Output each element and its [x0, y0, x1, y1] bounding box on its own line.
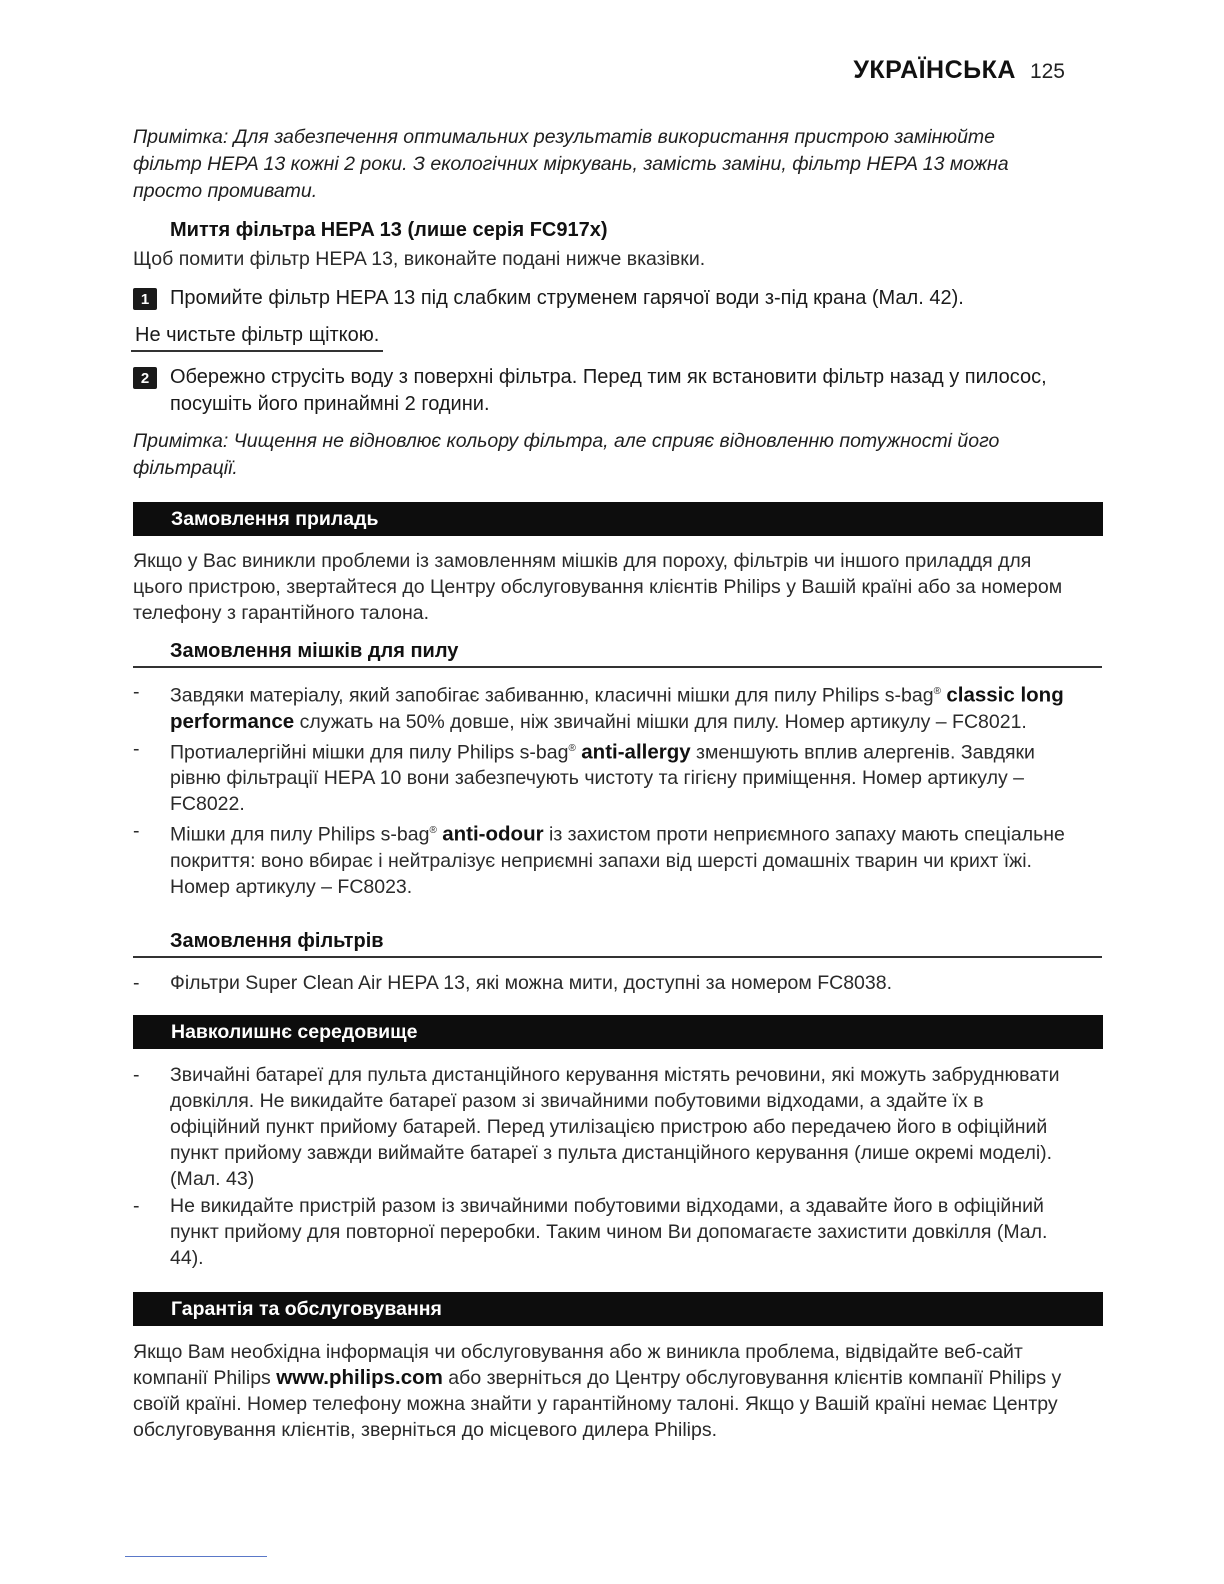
accessories-intro: Якщо у Вас виникли проблеми із замовленням мішків для пороху, фільтрів чи іншого приладдя для цього пристрою, звертайтеся до Центру обслуговування клієнтів Philips у Вашій країні або за номером телефону з гарантійного талона. — [133, 550, 1063, 624]
note-cleaning: Примітка: Чищення не відновлює кольору фільтра, але сприяє відновленню потужності його фільтрації. — [133, 430, 1000, 479]
section-bar-warranty: Гарантія та обслуговування — [133, 1292, 1103, 1326]
page-header — [853, 56, 1065, 85]
bags-list — [133, 679, 1065, 901]
warning-text: Не чистьте фільтр щіткою. — [131, 324, 383, 352]
washing-title: Миття фільтра HEPA 13 (лише серія FC917x) — [170, 219, 608, 241]
section-bar-environment: Навколишнє середовище — [133, 1015, 1103, 1049]
page-number: 125 — [1029, 60, 1065, 83]
step-1-icon: 1 — [133, 288, 157, 310]
step-2-icon: 2 — [133, 367, 157, 389]
philips-link[interactable]: www.philips.com — [276, 1366, 443, 1389]
warning — [131, 324, 1063, 352]
section-bar-accessories: Замовлення приладь — [133, 502, 1103, 536]
language-title: УКРАЇНСЬКА — [853, 56, 1016, 84]
list-item: - Протиалергійні мішки для пилу Philips s-bag® anti-allergy зменшують вплив алергенів. Завдяки рівню фільтрації HEPA 10 вони забезпечують чистоту та гігієну приміщення. Номер артикулу – FC8022. — [133, 737, 1035, 815]
footer-rule — [125, 1556, 267, 1557]
warranty-text: Якщо Вам необхідна інформація чи обслуговування або ж виникла проблема, відвідайте веб-сайт компанії Philips www.philips.com або зверніться до Центру обслуговування клієнтів компанії Philips у своїй країні. Номер телефону можна знайти у гарантійному талоні. Якщо у Вашій країні немає Центру обслуговування клієнтів, зверніться до місцевого дилера Philips. — [133, 1341, 1062, 1441]
step-1-text: Промийте фільтр HEPA 13 під слабким струменем гарячої води з-під крана (Мал. 42). — [170, 287, 964, 309]
filters-title: Замовлення фільтрів — [133, 930, 1102, 958]
washing-intro: Щоб помити фільтр HEPA 13, виконайте подані нижче вказівки. — [133, 248, 706, 270]
list-item: - Мішки для пилу Philips s-bag® anti-odour із захистом проти неприємного запаху мають спеціальне покриття: воно вбирає і нейтралізує неприємні запахи від шерсті домашніх тварин чи крихт їжі. Номер артикулу – FC8023. — [133, 820, 1065, 898]
list-item: - Фільтри Super Clean Air HEPA 13, які можна мити, доступні за номером FC8038. — [133, 972, 893, 994]
step-2 — [133, 364, 1065, 418]
list-item: - Завдяки матеріалу, який запобігає забиванню, класичні мішки для пилу Philips s-bag® classic long performance служать на 50% довше, ніж звичайні мішки для пилу. Номер артикулу – FC8021. — [133, 681, 1064, 733]
list-item: - Не викидайте пристрій разом із звичайними побутовими відходами, а здавайте його в офіційний пункт прийому для повторної переробки. Таким чином Ви допомагаєте захистити довкілля (Мал. 44). — [133, 1195, 1048, 1269]
note-replace-filter: Примітка: Для забезпечення оптимальних результатів використання пристрою замінюйте фільтр HEPA 13 кожні 2 роки. З екологічних міркувань, замість заміни, фільтр HEPA 13 можна просто промивати. — [133, 126, 1009, 202]
bags-title: Замовлення мішків для пилу — [133, 640, 1102, 668]
environment-list — [133, 1062, 1065, 1272]
list-item: - Звичайні батареї для пульта дистанційного керування містять речовини, які можуть забруднювати довкілля. Не викидайте батареї разом зі звичайними побутовими відходами, а здайте їх в офіційний пункт прийому батарей. Перед утилізацією пристрою або передачею його в офіційний пункт прийому завжди виймайте батареї з пульта дистанційного керування (лише окремі моделі). (Мал. 43) — [133, 1064, 1060, 1190]
step-1 — [133, 285, 1065, 312]
step-2-text: Обережно струсіть воду з поверхні фільтра. Перед тим як встановити фільтр назад у пилосос, посушіть його принаймні 2 години. — [170, 366, 1047, 415]
filters-list — [133, 970, 1065, 997]
